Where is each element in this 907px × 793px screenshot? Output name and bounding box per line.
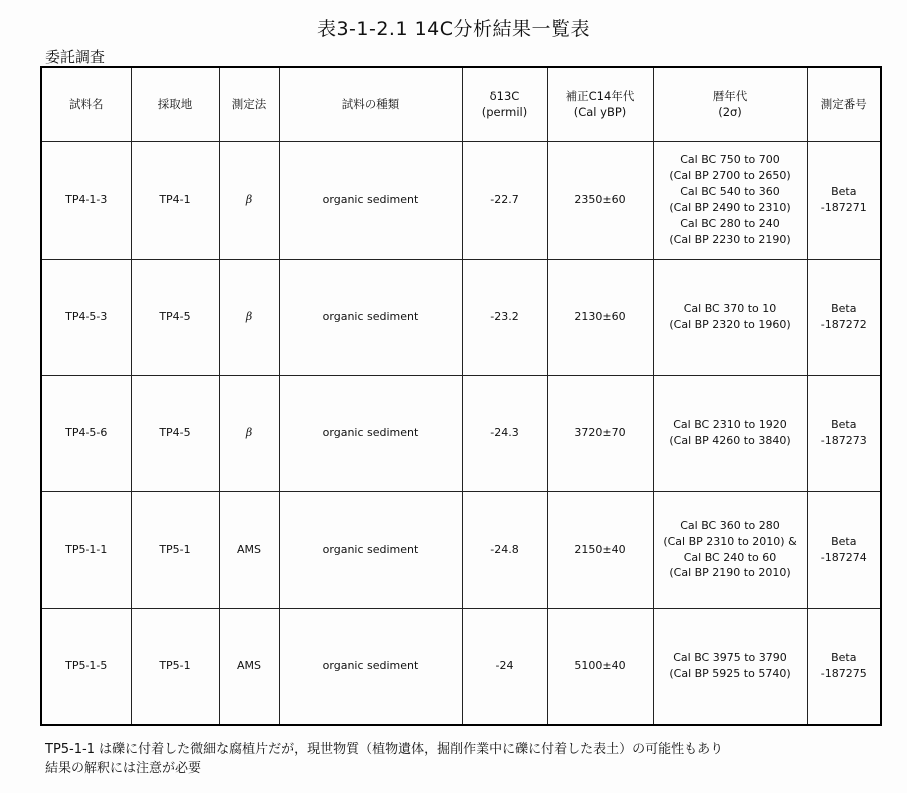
cell-c14-age: 2350±60 — [547, 141, 653, 259]
header-sample-name: 試料名 — [41, 67, 131, 141]
table-row — [41, 608, 881, 725]
cell-calendar-age: Cal BC 2310 to 1920 (Cal BP 4260 to 3840) — [653, 375, 807, 491]
cell-lab-code: Beta -187275 — [807, 608, 881, 725]
cell-delta13c: -23.2 — [462, 259, 547, 375]
header-lab-code: 測定番号 — [807, 67, 881, 141]
cell-sample-type: organic sediment — [279, 375, 462, 491]
header-sample-type: 試料の種類 — [279, 67, 462, 141]
table-row — [41, 141, 881, 259]
cell-lab-code: Beta -187274 — [807, 491, 881, 608]
cell-sample-type: organic sediment — [279, 608, 462, 725]
cell-site: TP4-1 — [131, 141, 219, 259]
cell-c14-age: 5100±40 — [547, 608, 653, 725]
cell-calendar-age: Cal BC 750 to 700 (Cal BP 2700 to 2650) Cal BC 540 to 360 (Cal BP 2490 to 2310) Cal BC 280 to 240 (Cal BP 2230 to 2190) — [653, 141, 807, 259]
cell-calendar-age: Cal BC 3975 to 3790 (Cal BP 5925 to 5740) — [653, 608, 807, 725]
table-row — [41, 491, 881, 608]
cell-sample-name: TP4-5-3 — [41, 259, 131, 375]
cell-c14-age: 2150±40 — [547, 491, 653, 608]
cell-lab-code: Beta -187271 — [807, 141, 881, 259]
cell-sample-name: TP5-1-1 — [41, 491, 131, 608]
cell-site: TP5-1 — [131, 608, 219, 725]
header-method: 測定法 — [219, 67, 279, 141]
cell-sample-type: organic sediment — [279, 141, 462, 259]
cell-method: β — [219, 375, 279, 491]
cell-site: TP5-1 — [131, 491, 219, 608]
table-title: 表3-1-2.1 14C分析結果一覧表 — [316, 18, 591, 40]
cell-lab-code: Beta -187272 — [807, 259, 881, 375]
cell-c14-age: 2130±60 — [547, 259, 653, 375]
cell-method: β — [219, 141, 279, 259]
header-c14-age: 補正C14年代 (Cal yBP) — [547, 67, 653, 141]
footnote-line: TP5-1-1 は礫に付着した微細な腐植片だが，現世物質（植物遺体，掘削作業中に礫に付着した表土）の可能性もあり — [45, 742, 724, 757]
cell-delta13c: -24.3 — [462, 375, 547, 491]
header-site: 採取地 — [131, 67, 219, 141]
cell-method: β — [219, 259, 279, 375]
table-row — [41, 259, 881, 375]
header-calendar-age: 暦年代 (2σ) — [653, 67, 807, 141]
cell-lab-code: Beta -187273 — [807, 375, 881, 491]
cell-site: TP4-5 — [131, 375, 219, 491]
cell-calendar-age: Cal BC 360 to 280 (Cal BP 2310 to 2010) & Cal BC 240 to 60 (Cal BP 2190 to 2010) — [653, 491, 807, 608]
cell-method: AMS — [219, 491, 279, 608]
cell-sample-type: organic sediment — [279, 491, 462, 608]
footnote-line: 結果の解釈には注意が必要 — [45, 761, 202, 776]
cell-sample-name: TP4-5-6 — [41, 375, 131, 491]
cell-delta13c: -22.7 — [462, 141, 547, 259]
header-row — [41, 67, 881, 141]
cell-c14-age: 3720±70 — [547, 375, 653, 491]
cell-method: AMS — [219, 608, 279, 725]
cell-sample-type: organic sediment — [279, 259, 462, 375]
cell-sample-name: TP5-1-5 — [41, 608, 131, 725]
cell-sample-name: TP4-1-3 — [41, 141, 131, 259]
cell-delta13c: -24 — [462, 608, 547, 725]
header-delta13c: δ13C (permil) — [462, 67, 547, 141]
results-table — [40, 66, 882, 726]
cell-site: TP4-5 — [131, 259, 219, 375]
section-subtitle: 委託調査 — [45, 48, 106, 66]
footnote — [45, 740, 895, 778]
table-row — [41, 375, 881, 491]
cell-calendar-age: Cal BC 370 to 10 (Cal BP 2320 to 1960) — [653, 259, 807, 375]
cell-delta13c: -24.8 — [462, 491, 547, 608]
